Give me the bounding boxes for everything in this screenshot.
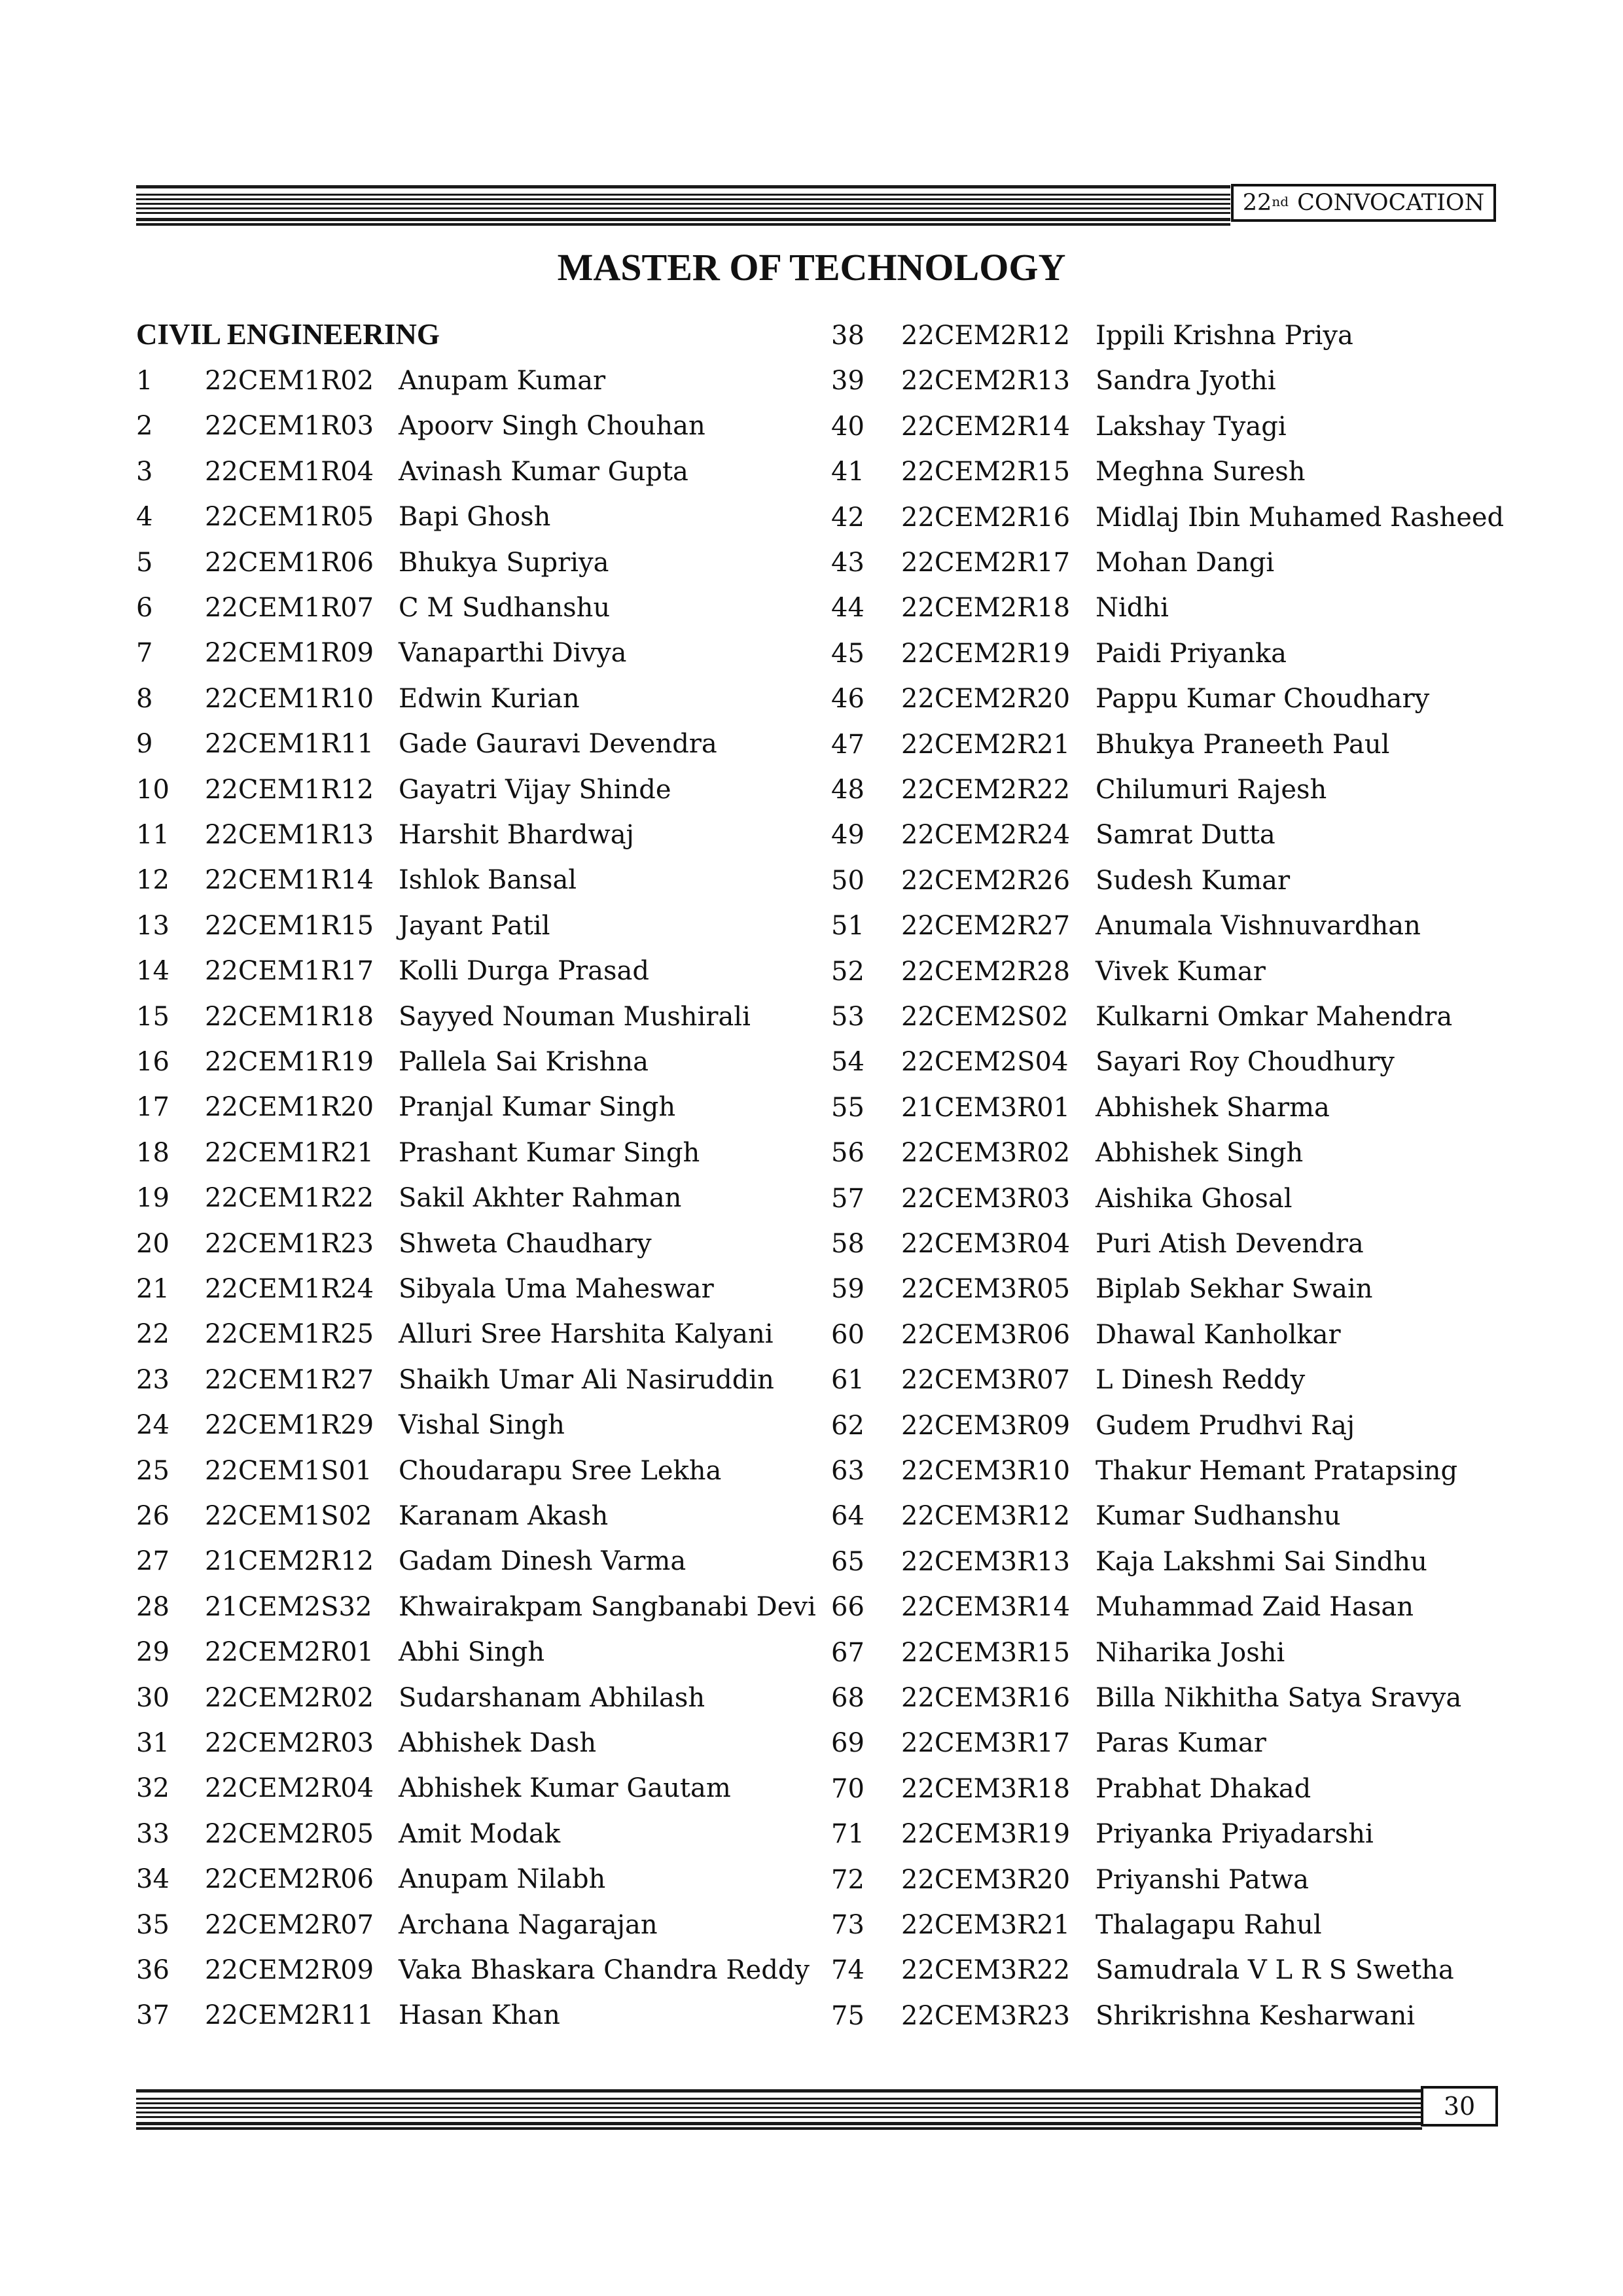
roll-number: 22CEM2R24 — [901, 820, 1071, 850]
serial-number: 5 — [136, 548, 153, 578]
roll-number: 22CEM1R14 — [205, 865, 374, 895]
serial-number: 67 — [831, 1638, 865, 1668]
serial-number: 22 — [136, 1319, 169, 1349]
convocation-label — [1231, 184, 1496, 222]
serial-number: 40 — [831, 412, 865, 442]
student-name: Shweta Chaudhary — [399, 1229, 652, 1259]
roll-number: 22CEM2R01 — [205, 1637, 374, 1667]
serial-number: 52 — [831, 957, 865, 987]
roll-number: 22CEM1R25 — [205, 1319, 374, 1349]
student-name: Dhawal Kanholkar — [1096, 1320, 1341, 1350]
serial-number: 11 — [136, 820, 169, 850]
list-item — [0, 1176, 1623, 1222]
page-number: 30 — [1421, 2086, 1498, 2127]
student-name: Niharika Joshi — [1096, 1638, 1285, 1668]
roll-number: 22CEM2R06 — [205, 1864, 374, 1894]
roll-number: 22CEM1R10 — [205, 684, 374, 714]
student-name: Mohan Dangi — [1096, 548, 1275, 578]
list-item — [0, 1676, 1623, 1721]
roll-number: 22CEM1R06 — [205, 548, 374, 578]
list-item — [0, 1631, 1623, 1676]
list-item — [0, 1222, 1623, 1267]
student-name: Thalagapu Rahul — [1096, 1910, 1322, 1940]
roll-number: 22CEM2R14 — [901, 412, 1071, 442]
roll-number: 22CEM1S02 — [205, 1501, 372, 1531]
student-name: Muhammad Zaid Hasan — [1096, 1592, 1414, 1622]
serial-number: 45 — [831, 639, 865, 669]
serial-number: 61 — [831, 1365, 865, 1395]
student-name: Priyanshi Patwa — [1096, 1865, 1309, 1895]
roll-number: 22CEM3R19 — [901, 1819, 1071, 1849]
serial-number: 37 — [136, 2000, 169, 2030]
serial-number: 58 — [831, 1229, 865, 1259]
student-name: Billa Nikhitha Satya Sravya — [1096, 1683, 1462, 1713]
serial-number: 54 — [831, 1047, 865, 1077]
serial-number: 3 — [136, 457, 153, 487]
student-name: Abhishek Singh — [1096, 1138, 1304, 1168]
student-name: Archana Nagarajan — [399, 1910, 658, 1940]
list-item — [0, 813, 1623, 858]
roll-number: 22CEM1R02 — [205, 366, 374, 396]
roll-number: 22CEM1R12 — [205, 775, 374, 805]
convocation-number: 22 — [1242, 190, 1272, 216]
serial-number: 10 — [136, 775, 169, 805]
serial-number: 59 — [831, 1274, 865, 1304]
roll-number: 22CEM3R03 — [901, 1184, 1071, 1214]
student-name: Karanam Akash — [399, 1501, 609, 1531]
student-name: Avinash Kumar Gupta — [399, 457, 688, 487]
student-name: Harshit Bhardwaj — [399, 820, 634, 850]
serial-number: 70 — [831, 1774, 865, 1804]
list-item — [0, 768, 1623, 813]
student-name: Ishlok Bansal — [399, 865, 577, 895]
student-name: Vishal Singh — [399, 1410, 565, 1440]
list-item — [0, 1494, 1623, 1539]
list-item — [0, 1858, 1623, 1903]
serial-number: 74 — [831, 1955, 865, 1985]
serial-number: 14 — [136, 956, 169, 986]
student-name: Samudrala V L R S Swetha — [1096, 1955, 1454, 1985]
serial-number: 29 — [136, 1637, 169, 1667]
roll-number: 22CEM1R07 — [205, 593, 374, 623]
student-name: Pappu Kumar Choudhary — [1096, 684, 1430, 714]
serial-number: 63 — [831, 1456, 865, 1486]
list-item — [0, 313, 1623, 359]
serial-number: 51 — [831, 911, 865, 941]
student-name: Shaikh Umar Ali Nasiruddin — [399, 1365, 774, 1395]
student-name: Edwin Kurian — [399, 684, 580, 714]
roll-number: 21CEM2R12 — [205, 1546, 374, 1576]
student-name: Bhukya Supriya — [399, 548, 609, 578]
serial-number: 31 — [136, 1728, 169, 1758]
list-item — [0, 1358, 1623, 1403]
student-name: Gudem Prudhvi Raj — [1096, 1411, 1355, 1441]
student-name: Kaja Lakshmi Sai Sindhu — [1096, 1547, 1427, 1577]
list-item — [0, 450, 1623, 495]
convocation-ordinal-suffix: nd — [1272, 194, 1289, 209]
roll-number: 22CEM3R04 — [901, 1229, 1071, 1259]
roll-number: 22CEM2S04 — [901, 1047, 1069, 1077]
list-item — [0, 1404, 1623, 1449]
list-item — [0, 1767, 1623, 1812]
list-item — [0, 858, 1623, 904]
serial-number: 41 — [831, 457, 865, 487]
list-item — [0, 1313, 1623, 1358]
student-name: Aishika Ghosal — [1096, 1184, 1293, 1214]
student-name: Prashant Kumar Singh — [399, 1138, 700, 1168]
roll-number: 22CEM1R13 — [205, 820, 374, 850]
serial-number: 21 — [136, 1274, 169, 1304]
serial-number: 47 — [831, 730, 865, 760]
roll-number: 22CEM2R11 — [205, 2000, 374, 2030]
student-name: Sayyed Nouman Mushirali — [399, 1002, 751, 1032]
serial-number: 71 — [831, 1819, 865, 1849]
serial-number: 56 — [831, 1138, 865, 1168]
roll-number: 22CEM1R22 — [205, 1183, 374, 1213]
roll-number: 22CEM1R18 — [205, 1002, 374, 1032]
student-name: Chilumuri Rajesh — [1096, 775, 1327, 805]
roll-number: 22CEM2R07 — [205, 1910, 374, 1940]
student-name: Vaka Bhaskara Chandra Reddy — [399, 1955, 810, 1985]
student-name: Abhishek Kumar Gautam — [399, 1773, 731, 1803]
roll-number: 22CEM1R05 — [205, 502, 374, 532]
serial-number: 24 — [136, 1410, 169, 1440]
roll-number: 22CEM1R29 — [205, 1410, 374, 1440]
serial-number: 75 — [831, 2001, 865, 2031]
serial-number: 44 — [831, 593, 865, 623]
serial-number: 39 — [831, 366, 865, 396]
serial-number: 72 — [831, 1865, 865, 1895]
list-item — [0, 722, 1623, 768]
roll-number: 22CEM2R13 — [901, 366, 1071, 396]
roll-number: 22CEM2R21 — [901, 730, 1071, 760]
student-name: Anupam Nilabh — [399, 1864, 606, 1894]
list-item — [0, 949, 1623, 995]
student-name: Vivek Kumar — [1096, 957, 1266, 987]
student-name: Samrat Dutta — [1096, 820, 1275, 850]
serial-number: 73 — [831, 1910, 865, 1940]
footer-rule-lines — [136, 2089, 1422, 2130]
roll-number: 22CEM3R23 — [901, 2001, 1071, 2031]
list-item — [0, 1540, 1623, 1585]
student-name: Thakur Hemant Pratapsing — [1096, 1456, 1458, 1486]
roll-number: 22CEM1R27 — [205, 1365, 374, 1395]
student-name: Pallela Sai Krishna — [399, 1047, 649, 1077]
roll-number: 22CEM3R15 — [901, 1638, 1071, 1668]
roll-number: 22CEM2R02 — [205, 1683, 374, 1713]
serial-number: 1 — [136, 366, 153, 396]
serial-number: 12 — [136, 865, 169, 895]
student-name: Lakshay Tyagi — [1096, 412, 1287, 442]
page-title: MASTER OF TECHNOLOGY — [557, 246, 1066, 289]
student-name: Jayant Patil — [399, 911, 550, 941]
list-item — [0, 359, 1623, 404]
serial-number: 25 — [136, 1456, 169, 1486]
roll-number: 22CEM1R24 — [205, 1274, 374, 1304]
list-item — [0, 495, 1623, 540]
student-name: Gayatri Vijay Shinde — [399, 775, 671, 805]
student-name: Ippili Krishna Priya — [1096, 321, 1353, 351]
serial-number: 16 — [136, 1047, 169, 1077]
serial-number: 38 — [831, 321, 865, 351]
student-name: Alluri Sree Harshita Kalyani — [399, 1319, 774, 1349]
student-name: Shrikrishna Kesharwani — [1096, 2001, 1416, 2031]
convocation-text: CONVOCATION — [1297, 190, 1485, 216]
student-name: Anupam Kumar — [399, 366, 606, 396]
student-name: Paidi Priyanka — [1096, 639, 1287, 669]
roll-number: 22CEM3R02 — [901, 1138, 1071, 1168]
serial-number: 62 — [831, 1411, 865, 1441]
serial-number: 69 — [831, 1728, 865, 1758]
student-name: Pranjal Kumar Singh — [399, 1092, 676, 1122]
list-item — [0, 677, 1623, 722]
list-item — [0, 1585, 1623, 1630]
roll-number: 22CEM1R17 — [205, 956, 374, 986]
serial-number: 27 — [136, 1546, 169, 1576]
roll-number: 22CEM3R10 — [901, 1456, 1071, 1486]
header-rule-lines — [136, 185, 1230, 226]
student-name: Amit Modak — [399, 1819, 561, 1849]
roll-number: 22CEM1R09 — [205, 638, 374, 668]
student-name: Sudesh Kumar — [1096, 866, 1291, 896]
list-item — [0, 904, 1623, 949]
roll-number: 22CEM3R12 — [901, 1501, 1071, 1531]
serial-number: 26 — [136, 1501, 169, 1531]
student-name: L Dinesh Reddy — [1096, 1365, 1306, 1395]
serial-number: 13 — [136, 911, 169, 941]
serial-number: 50 — [831, 866, 865, 896]
serial-number: 7 — [136, 638, 153, 668]
roll-number: 22CEM2R17 — [901, 548, 1071, 578]
serial-number: 23 — [136, 1365, 169, 1395]
serial-number: 2 — [136, 411, 153, 441]
roll-number: 22CEM2R04 — [205, 1773, 374, 1803]
roll-number: 22CEM2R05 — [205, 1819, 374, 1849]
student-name: Sandra Jyothi — [1096, 366, 1276, 396]
list-item — [0, 1812, 1623, 1857]
roll-number: 22CEM2R28 — [901, 957, 1071, 987]
student-name: Biplab Sekhar Swain — [1096, 1274, 1373, 1304]
roll-number: 21CEM2S32 — [205, 1592, 372, 1622]
roll-number: 22CEM2R03 — [205, 1728, 374, 1758]
student-name: Sakil Akhter Rahman — [399, 1183, 682, 1213]
serial-number: 49 — [831, 820, 865, 850]
student-name: Abhishek Sharma — [1096, 1093, 1330, 1123]
list-item — [0, 1267, 1623, 1312]
serial-number: 30 — [136, 1683, 169, 1713]
list-item — [0, 1086, 1623, 1131]
roll-number: 22CEM1R19 — [205, 1047, 374, 1077]
serial-number: 6 — [136, 593, 153, 623]
roll-number: 22CEM2R27 — [901, 911, 1071, 941]
roll-number: 22CEM3R13 — [901, 1547, 1071, 1577]
student-name: Abhi Singh — [399, 1637, 545, 1667]
student-name: Priyanka Priyadarshi — [1096, 1819, 1374, 1849]
serial-number: 48 — [831, 775, 865, 805]
serial-number: 20 — [136, 1229, 169, 1259]
roll-number: 22CEM3R22 — [901, 1955, 1071, 1985]
student-name: Khwairakpam Sangbanabi Devi — [399, 1592, 816, 1622]
roll-number: 22CEM1R11 — [205, 729, 374, 759]
roll-number: 22CEM1R15 — [205, 911, 374, 941]
list-item — [0, 540, 1623, 586]
roll-number: 22CEM3R14 — [901, 1592, 1071, 1622]
roll-number: 22CEM2R20 — [901, 684, 1071, 714]
serial-number: 60 — [831, 1320, 865, 1350]
roll-number: 22CEM2R26 — [901, 866, 1071, 896]
roll-number: 22CEM2R18 — [901, 593, 1071, 623]
student-name: Vanaparthi Divya — [399, 638, 627, 668]
student-name: Paras Kumar — [1096, 1728, 1266, 1758]
roll-number: 22CEM3R18 — [901, 1774, 1071, 1804]
roll-number: 22CEM3R16 — [901, 1683, 1071, 1713]
student-name: Midlaj Ibin Muhamed Rasheed — [1096, 503, 1505, 533]
roll-number: 22CEM3R21 — [901, 1910, 1071, 1940]
serial-number: 57 — [831, 1184, 865, 1214]
roll-number: 22CEM2R16 — [901, 503, 1071, 533]
roll-number: 22CEM2R12 — [901, 321, 1071, 351]
list-item — [0, 1040, 1623, 1085]
serial-number: 33 — [136, 1819, 169, 1849]
section-heading: CIVIL ENGINEERING — [136, 318, 440, 351]
serial-number: 68 — [831, 1683, 865, 1713]
serial-number: 18 — [136, 1138, 169, 1168]
list-item — [0, 586, 1623, 631]
list-item — [0, 404, 1623, 450]
serial-number: 15 — [136, 1002, 169, 1032]
serial-number: 9 — [136, 729, 153, 759]
roll-number: 22CEM1R03 — [205, 411, 374, 441]
serial-number: 53 — [831, 1002, 865, 1032]
roll-number: 22CEM1R21 — [205, 1138, 374, 1168]
serial-number: 32 — [136, 1773, 169, 1803]
serial-number: 34 — [136, 1864, 169, 1894]
roll-number: 22CEM2R15 — [901, 457, 1071, 487]
roll-number: 22CEM1R20 — [205, 1092, 374, 1122]
student-name: Apoorv Singh Chouhan — [399, 411, 705, 441]
serial-number: 65 — [831, 1547, 865, 1577]
serial-number: 66 — [831, 1592, 865, 1622]
student-name: Kolli Durga Prasad — [399, 956, 649, 986]
list-item — [0, 1449, 1623, 1494]
roll-number: 22CEM3R09 — [901, 1411, 1071, 1441]
student-name: C M Sudhanshu — [399, 593, 611, 623]
roll-number: 22CEM2S02 — [901, 1002, 1069, 1032]
student-name: Meghna Suresh — [1096, 457, 1306, 487]
roll-number: 22CEM1S01 — [205, 1456, 372, 1486]
roll-number: 22CEM3R17 — [901, 1728, 1071, 1758]
student-name: Gade Gauravi Devendra — [399, 729, 717, 759]
serial-number: 36 — [136, 1955, 169, 1985]
roll-number: 22CEM3R05 — [901, 1274, 1071, 1304]
serial-number: 35 — [136, 1910, 169, 1940]
roll-number: 22CEM2R19 — [901, 639, 1071, 669]
serial-number: 28 — [136, 1592, 169, 1622]
roll-number: 22CEM3R07 — [901, 1365, 1071, 1395]
student-name: Nidhi — [1096, 593, 1169, 623]
student-name: Prabhat Dhakad — [1096, 1774, 1311, 1804]
list-item — [0, 1131, 1623, 1176]
serial-number: 8 — [136, 684, 153, 714]
student-name: Sayari Roy Choudhury — [1096, 1047, 1395, 1077]
list-item — [0, 1994, 1623, 2039]
student-name: Puri Atish Devendra — [1096, 1229, 1364, 1259]
roll-number: 22CEM1R23 — [205, 1229, 374, 1259]
serial-number: 17 — [136, 1092, 169, 1122]
student-name: Kulkarni Omkar Mahendra — [1096, 1002, 1453, 1032]
list-item — [0, 631, 1623, 677]
list-item — [0, 995, 1623, 1040]
list-item — [0, 1721, 1623, 1766]
student-name: Sibyala Uma Maheswar — [399, 1274, 714, 1304]
roll-number: 22CEM1R04 — [205, 457, 374, 487]
serial-number: 19 — [136, 1183, 169, 1213]
student-name: Bapi Ghosh — [399, 502, 551, 532]
serial-number: 55 — [831, 1093, 865, 1123]
serial-number: 4 — [136, 502, 153, 532]
student-name: Kumar Sudhanshu — [1096, 1501, 1341, 1531]
student-name: Hasan Khan — [399, 2000, 560, 2030]
student-name: Gadam Dinesh Varma — [399, 1546, 687, 1576]
serial-number: 46 — [831, 684, 865, 714]
list-item — [0, 1903, 1623, 1948]
roll-number: 22CEM2R09 — [205, 1955, 374, 1985]
roll-number: 22CEM2R22 — [901, 775, 1071, 805]
list-item — [0, 1948, 1623, 1993]
roll-number: 22CEM3R06 — [901, 1320, 1071, 1350]
student-name: Sudarshanam Abhilash — [399, 1683, 705, 1713]
student-name: Anumala Vishnuvardhan — [1096, 911, 1421, 941]
student-name: Abhishek Dash — [399, 1728, 597, 1758]
serial-number: 43 — [831, 548, 865, 578]
student-name: Bhukya Praneeth Paul — [1096, 730, 1390, 760]
serial-number: 42 — [831, 503, 865, 533]
serial-number: 64 — [831, 1501, 865, 1531]
roll-number: 22CEM3R20 — [901, 1865, 1071, 1895]
roll-number: 21CEM3R01 — [901, 1093, 1071, 1123]
student-name: Choudarapu Sree Lekha — [399, 1456, 722, 1486]
